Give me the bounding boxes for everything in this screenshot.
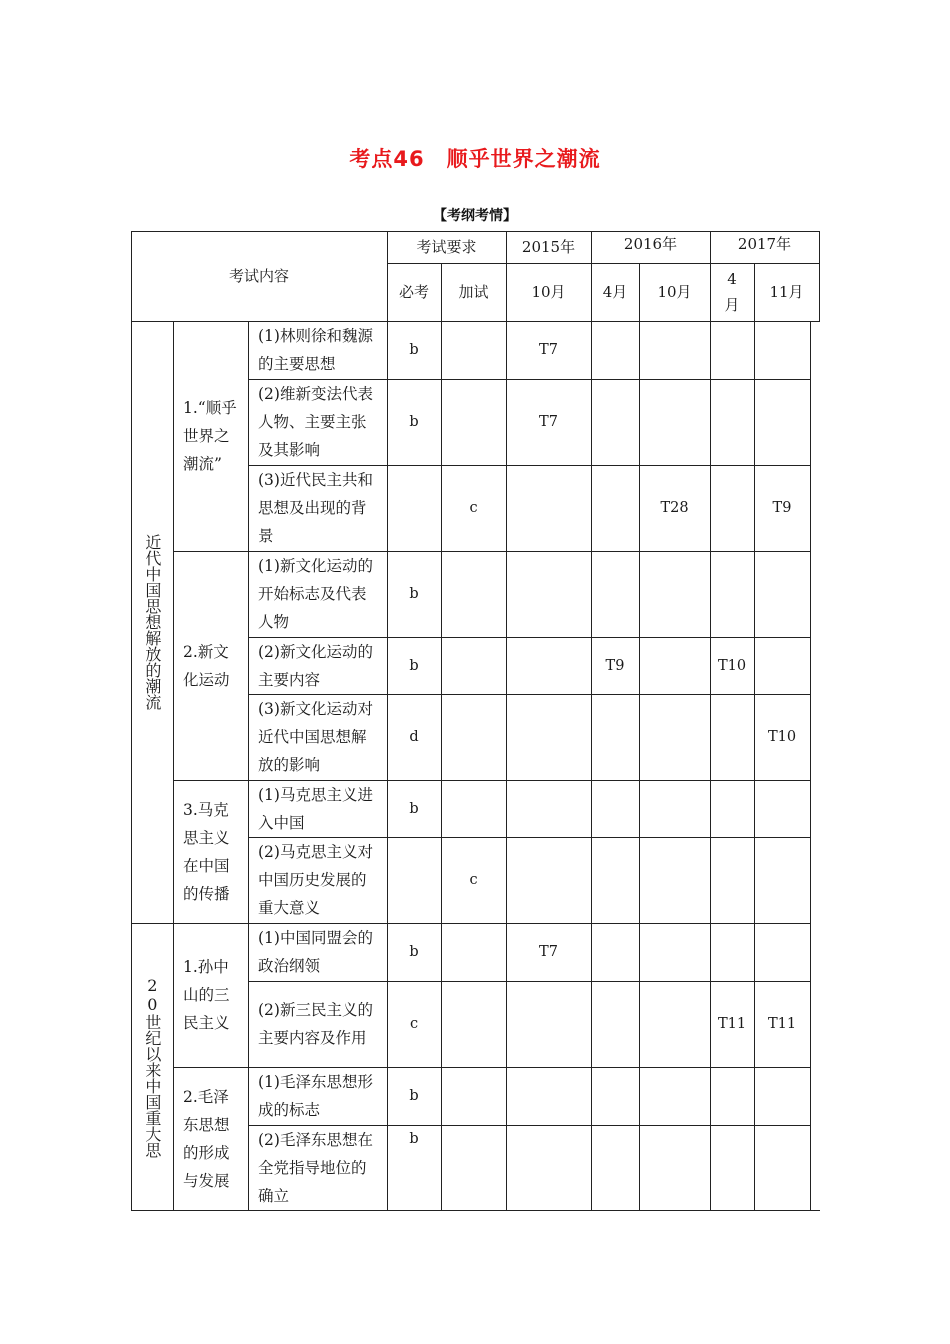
- row-item-1-text: (1)林则徐和魏源的主要思想: [258, 327, 373, 373]
- topic-5-text: 2.毛泽东思想的形成与发展: [183, 1087, 230, 1190]
- header-2016-apr-text: 4月: [602, 283, 628, 301]
- row-9-c2015_10-text: T7: [539, 944, 558, 960]
- topic-1-text: 1.“顺乎世界之潮流”: [183, 399, 237, 473]
- row-item-7-text: (1)马克思主义进入中国: [258, 785, 373, 832]
- header-2017-apr: [710, 263, 754, 321]
- topic-3-text: 3.马克思主义在中国的传播: [183, 800, 230, 903]
- row-10-c2017_11: [754, 981, 810, 1067]
- section-modern-thought: [131, 321, 173, 923]
- row-10-required-text: c: [409, 1016, 419, 1032]
- row-8-extra: [441, 837, 506, 923]
- row-1-required-text: b: [409, 342, 419, 358]
- topic-1: [173, 321, 248, 551]
- row-item-4-text: (1)新文化运动的开始标志及代表人物: [258, 557, 373, 631]
- row-item-9-text: (1)中国同盟会的政治纲领: [258, 929, 373, 975]
- topic-4: [173, 923, 248, 1067]
- header-extra-text: 加试: [458, 283, 489, 301]
- header-requirement: [387, 231, 506, 263]
- row-item-10: [248, 981, 387, 1067]
- row-10-c2017_11-text: T11: [767, 1016, 797, 1032]
- header-2015-oct-text: 10月: [531, 283, 566, 301]
- header-year-2015: [506, 231, 591, 263]
- row-12-required-text: b: [409, 1131, 419, 1147]
- header-2017-apr-text: 4 月: [724, 270, 740, 314]
- row-item-12: [248, 1125, 387, 1210]
- row-item-8: [248, 837, 387, 923]
- row-3-extra-text: c: [469, 500, 478, 516]
- row-11-required-text: b: [409, 1088, 419, 1104]
- page-title: 考点46 顺乎世界之潮流: [349, 147, 601, 171]
- header-extra: [441, 263, 506, 321]
- row-3-c2016_10-text: T28: [660, 500, 689, 516]
- header-required: [387, 263, 441, 321]
- row-4-required: [387, 551, 441, 637]
- row-4-required-text: b: [409, 586, 419, 602]
- row-5-c2016_4-text: T9: [605, 657, 625, 674]
- row-item-3-text: (3)近代民主共和思想及出现的背景: [258, 471, 373, 545]
- row-item-6-text: (3)新文化运动对近代中国思想解放的影响: [258, 700, 373, 774]
- row-9-c2015_10: [506, 923, 591, 981]
- header-content-text: 考试内容: [228, 267, 289, 285]
- grid-line: [710, 321, 711, 1211]
- header-year-2017: [710, 231, 819, 257]
- row-item-2: [248, 379, 387, 465]
- row-12-required: [387, 1125, 441, 1210]
- grid-line: [591, 321, 592, 1211]
- row-5-required-text: b: [409, 657, 419, 674]
- row-6-c2017_11-text: T10: [767, 729, 797, 745]
- row-2-c2015_10-text: T7: [539, 414, 558, 430]
- grid-line: [639, 321, 640, 1211]
- row-8-extra-text: c: [469, 872, 478, 888]
- row-10-c2017_4-text: T11: [717, 1016, 747, 1032]
- section-modern-thought-text: 近代中国思想解放的潮流: [142, 534, 162, 710]
- row-6-required: [387, 694, 441, 780]
- row-10-c2017_4: [710, 981, 754, 1067]
- header-2017-nov-text: 11月: [769, 283, 804, 301]
- row-3-extra: [441, 465, 506, 551]
- row-6-c2017_11: [754, 694, 810, 780]
- topic-3: [173, 780, 248, 923]
- row-1-c2015_10: [506, 321, 591, 379]
- grid-line: [810, 321, 811, 1211]
- row-5-c2017_4: [710, 637, 754, 694]
- header-2016-oct: [639, 263, 710, 321]
- header-year-2016-text: 2016年: [623, 235, 678, 253]
- row-10-required: [387, 981, 441, 1067]
- header-requirement-text: 考试要求: [416, 238, 477, 256]
- section-20th-century: [131, 923, 173, 1210]
- header-2015-oct: [506, 263, 591, 321]
- grid-line: [131, 1210, 820, 1211]
- row-item-5-text: (2)新文化运动的主要内容: [258, 642, 373, 689]
- grid-line: [441, 321, 442, 1211]
- row-9-required: [387, 923, 441, 981]
- header-year-2015-text: 2015年: [521, 238, 576, 256]
- row-3-c2017_11-text: T9: [772, 500, 792, 516]
- row-1-required: [387, 321, 441, 379]
- topic-2-text: 2.新文化运动: [183, 642, 230, 689]
- section-20th-century-text: 20世纪以来中国重大思: [142, 975, 162, 1158]
- grid-line: [819, 231, 820, 322]
- header-content: [131, 231, 387, 321]
- row-item-2-text: (2)维新变法代表人物、主要主张及其影响: [258, 385, 373, 459]
- row-item-10-text: (2)新三民主义的主要内容及作用: [258, 1001, 373, 1047]
- row-item-4: [248, 551, 387, 637]
- header-required-text: 必考: [398, 283, 429, 301]
- row-item-3: [248, 465, 387, 551]
- table-caption: 【考纲考情】: [433, 208, 517, 224]
- row-item-11-text: (1)毛泽东思想形成的标志: [258, 1073, 373, 1119]
- row-2-c2015_10: [506, 379, 591, 465]
- row-2-required-text: b: [409, 414, 419, 430]
- row-11-required: [387, 1067, 441, 1125]
- header-2017-nov: [754, 263, 819, 321]
- header-2016-apr: [591, 263, 639, 321]
- row-item-9: [248, 923, 387, 981]
- row-item-6: [248, 694, 387, 780]
- row-item-1: [248, 321, 387, 379]
- row-5-c2016_4: [591, 637, 639, 694]
- header-year-2016: [591, 231, 710, 257]
- header-year-2017-text: 2017年: [737, 235, 792, 253]
- row-item-7: [248, 780, 387, 837]
- topic-5: [173, 1067, 248, 1210]
- row-5-c2017_4-text: T10: [717, 657, 747, 674]
- row-3-c2016_10: [639, 465, 710, 551]
- row-5-required: [387, 637, 441, 694]
- topic-4-text: 1.孙中山的三民主义: [183, 958, 230, 1032]
- row-1-c2015_10-text: T7: [539, 342, 558, 358]
- row-item-5: [248, 637, 387, 694]
- topic-2: [173, 551, 248, 780]
- row-7-required-text: b: [409, 800, 419, 817]
- row-9-required-text: b: [409, 944, 419, 960]
- row-3-c2017_11: [754, 465, 810, 551]
- row-6-required-text: d: [409, 729, 419, 745]
- row-item-8-text: (2)马克思主义对中国历史发展的重大意义: [258, 843, 373, 917]
- row-2-required: [387, 379, 441, 465]
- header-2016-oct-text: 10月: [657, 283, 692, 301]
- row-7-required: [387, 780, 441, 837]
- row-item-12-text: (2)毛泽东思想在全党指导地位的确立: [258, 1130, 373, 1205]
- row-item-11: [248, 1067, 387, 1125]
